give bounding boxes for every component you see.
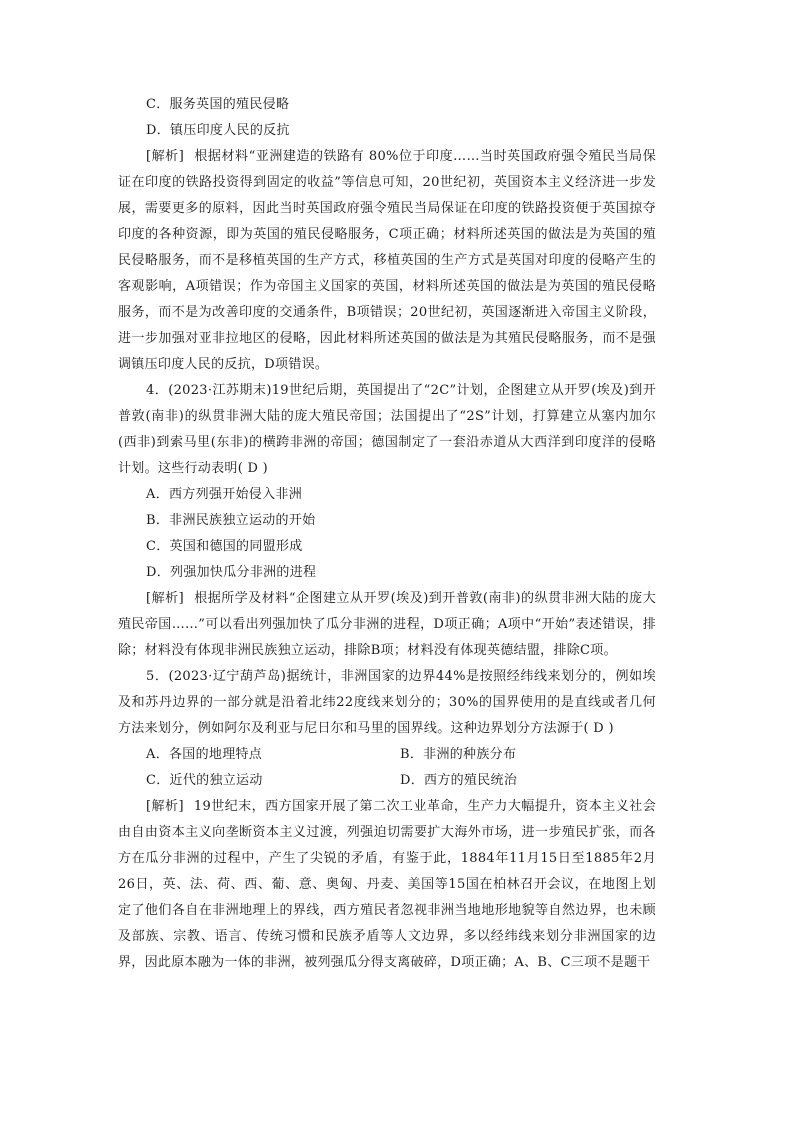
q4-option-c: C．英国和德国的同盟形成 xyxy=(146,539,303,554)
analysis-tag: [解析] xyxy=(146,591,184,606)
analysis-tag: [解析] xyxy=(146,799,184,814)
analysis-text: 根据所学及材料“企图建立从开罗(埃及)到开普敦(南非)的纵贯非洲大陆的庞大殖民帝国……”可以看出列强加快了瓜分非洲的进程，D项正确；A项中“开始”表述错误，排除；材料没有体现非洲民族独立运动，排除B项；材料没有体现英德结盟，排除C项。 xyxy=(118,591,656,658)
q4-option-d: D．列强加快瓜分非洲的进程 xyxy=(146,565,317,580)
q5-option-c: C．近代的独立运动 xyxy=(146,773,263,788)
q4-option-a: A．西方列强开始侵入非洲 xyxy=(146,487,302,502)
q4-option-b: B．非洲民族独立运动的开始 xyxy=(146,513,316,528)
q5-options-row-2 xyxy=(118,768,656,794)
analysis-tag: [解析] xyxy=(146,149,185,164)
analysis-text: 根据材料“亚洲建造的铁路有 80%位于印度……当时英国政府强令殖民当局保证在印度的铁路投资得到固定的收益”等信息可知，20世纪初，英国资本主义经济进一步发展，需要更多的原料，因此当时英国政府强令殖民当局保证在印度的铁路投资便于英国掠夺印度的各种资源，即为英国的殖民侵略服务，C项正确；材料所述英国的做法是为英国的殖民侵略服务，而不是移植英国的生产方式，移植英国的生产方式是英国对印度的侵略产生的客观影响，A项错误；作为帝国主义国家的英国，材料所述英国的做法是为英国的殖民侵略服务，而不是为改善印度的交通条件，B项错误；20世纪初，英国逐渐进入帝国主义阶段，进一步加强对亚非拉地区的侵略，因此材料所述英国的做法是为其殖民侵略服务，而不是强调镇压印度人民的反抗，D项错误。 xyxy=(118,149,656,372)
q5-option-d: D．西方的殖民统治 xyxy=(400,773,518,788)
q3-option-c: C．服务英国的殖民侵略 xyxy=(146,97,290,112)
q5-option-b: B．非洲的种族分布 xyxy=(400,747,517,762)
q3-analysis xyxy=(118,144,656,378)
q3-option-d: D．镇压印度人民的反抗 xyxy=(146,123,290,138)
analysis-text: 19世纪末，西方国家开展了第二次工业革命，生产力大幅提升，资本主义社会由自由资本主义向垄断资本主义过渡，列强迫切需要扩大海外市场，进一步殖民扩张，而各方在瓜分非洲的过程中，产生了尖锐的矛盾，有鉴于此，1884年11月15日至1885年2月26日，英、法、荷、西、葡、意、奥匈、丹麦、美国等15国在柏林召开会议，在地图上划定了他们各自在非洲地理上的界线，西方殖民者忽视非洲当地地形地貌等自然边界，也未顾及部族、宗教、语言、传统习惯和民族矛盾等人文边界，多以经纬线来划分非洲国家的边界，因此原本融为一体的非洲，被列强瓜分得支离破碎，D项正确；A、B、C三项不是题干 xyxy=(118,799,657,970)
q5-stem: 5．(2023·辽宁葫芦岛)据统计，非洲国家的边界44%是按照经纬线来划分的，例如埃及和苏丹边界的一部分就是沿着北纬22度线来划分的；30%的国界使用的是直线或者几何方法来划分，例如阿尔及利亚与尼日尔和马里的国界线。这种边界划分方法源于( D ) xyxy=(118,669,656,736)
q4-stem: 4．(2023·江苏期末)19世纪后期，英国提出了“2C”计划，企图建立从开罗(埃及)到开普敦(南非)的纵贯非洲大陆的庞大殖民帝国；法国提出了“2S”计划，打算建立从塞内加尔(西非)到索马里(东非)的横跨非洲的帝国；德国制定了一套沿赤道从大西洋到印度洋的侵略计划。这些行动表明( D ) xyxy=(118,383,656,476)
q5-option-a: A．各国的地理特点 xyxy=(146,747,263,762)
q5-options-row-1 xyxy=(118,742,656,768)
question-content xyxy=(118,92,656,976)
q5-analysis xyxy=(118,794,656,976)
q4-analysis xyxy=(118,586,656,664)
